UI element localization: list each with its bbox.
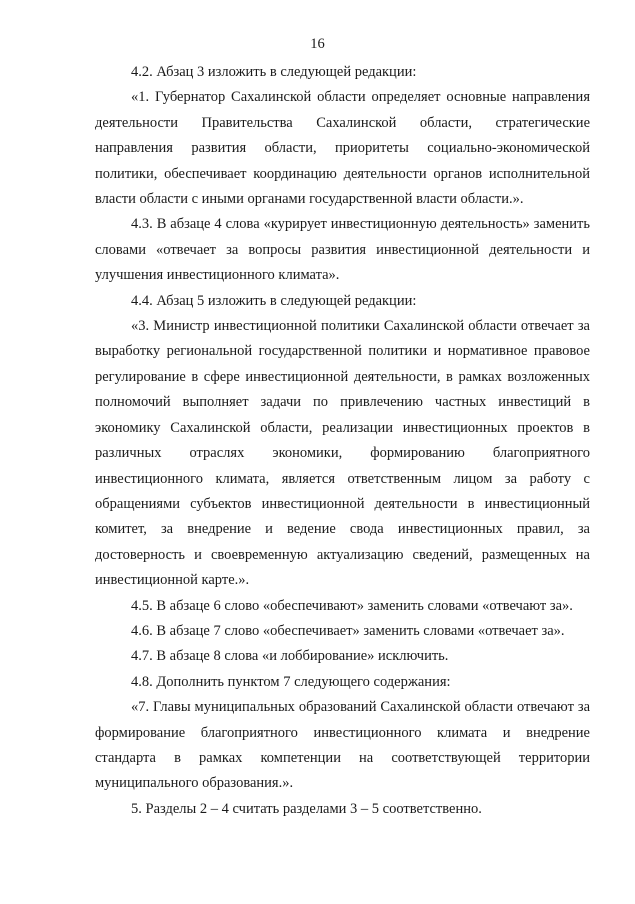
paragraph-4-5: 4.5. В абзаце 6 слово «обеспечивают» заменить словами «отвечают за». <box>131 597 573 614</box>
paragraph-minister-role: «3. Министр инвестиционной политики Сахалинской области отвечает за выработку региональной государственной политики и нормативное правовое регулирование в сфере инвестиционной деятельности, в рамках возложенных полномочий выполняет задачи по привлечению частных инвестиций в экономику Сахалинской области, реализации инвестиционных проектов в различных отраслях экономики, формированию благоприятного инвестиционного климата, является ответственным лицом за работу с обращениями субъектов инвестиционной деятельности в инвестиционный комитет, за внедрение и ведение свода инвестиционных правил, за достоверность и своевременную актуализацию сведений, размещенных на инвестиционной карте.». <box>95 318 590 589</box>
paragraph-4-4: 4.4. Абзац 5 изложить в следующей редакции: <box>131 292 417 309</box>
paragraph-4-6: 4.6. В абзаце 7 слово «обеспечивает» заменить словами «отвечает за». <box>131 622 565 639</box>
paragraph-4-7: 4.7. В абзаце 8 слова «и лоббирование» исключить. <box>131 648 449 665</box>
paragraph-4-3: 4.3. В абзаце 4 слова «курирует инвестиционную деятельность» заменить словами «отвечает за вопросы развития инвестиционной деятельности и улучшения инвестиционного климата». <box>95 216 590 284</box>
paragraph-governor-role: «1. Губернатор Сахалинской области определяет основные направления деятельности Правительства Сахалинской области, стратегические направления развития области, приоритеты социально-экономической политики, обеспечивает координацию деятельности органов исполнительной власти области с иными органами государственной власти области.». <box>95 89 590 208</box>
document-body <box>95 60 590 822</box>
paragraph-municipal-heads-role: «7. Главы муниципальных образований Сахалинской области отвечают за формирование благоприятного инвестиционного климата и внедрение стандарта в рамках компетенции на соответствующей территории муниципального образования.». <box>95 699 590 792</box>
paragraph-4-2: 4.2. Абзац 3 изложить в следующей редакции: <box>131 64 417 80</box>
paragraph-4-8: 4.8. Дополнить пунктом 7 следующего содержания: <box>131 673 451 690</box>
paragraph-5: 5. Разделы 2 – 4 считать разделами 3 – 5 соответственно. <box>131 800 482 817</box>
page-number: 16 <box>310 36 325 52</box>
